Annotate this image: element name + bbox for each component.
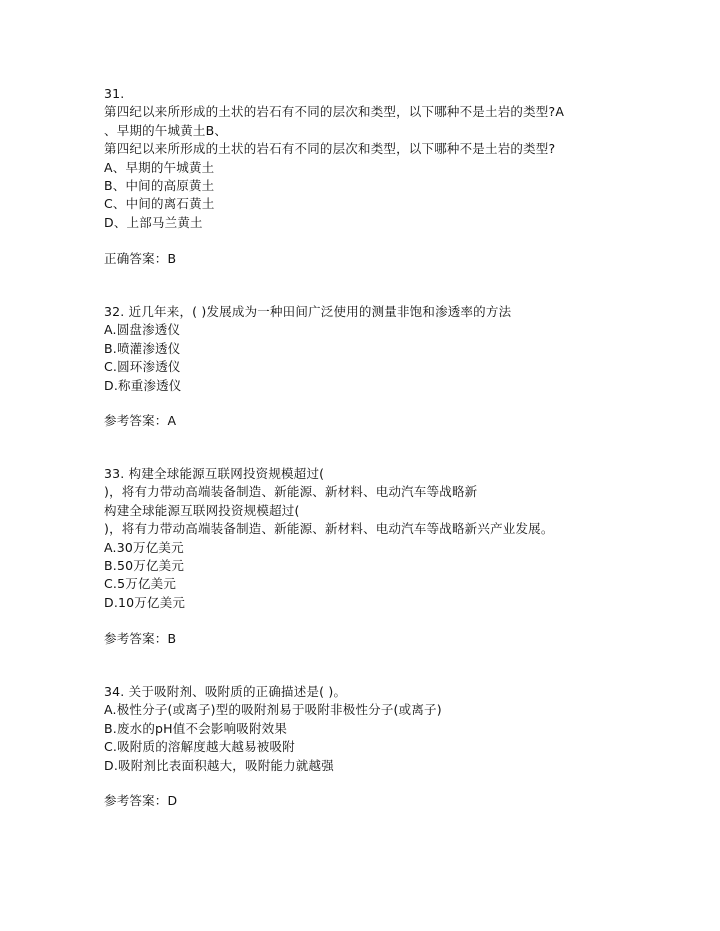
answer-32: 参考答案：A — [104, 413, 177, 428]
option-c: C、中间的离石黄土 — [104, 196, 215, 212]
question-text: 33. 构建全球能源互联网投资规模超过( — [104, 466, 325, 481]
question-number: 31. — [104, 86, 125, 101]
option-c: C.5万亿美元 — [104, 576, 177, 592]
option-a: A.圆盘渗透仪 — [104, 322, 181, 338]
option-a: A.30万亿美元 — [104, 539, 184, 555]
question-text: )，将有力带动高端装备制造、新能源、新材料、电动汽车等战略新兴产业发展。 — [104, 521, 554, 537]
option-b: B.喷灌渗透仪 — [104, 340, 181, 356]
question-33 — [104, 465, 704, 612]
option-b: B、中间的高原黄土 — [104, 177, 215, 193]
question-32 — [104, 303, 704, 395]
option-d: D、上部马兰黄土 — [104, 214, 203, 230]
option-b: B.50万亿美元 — [104, 557, 185, 573]
question-text: 构建全球能源互联网投资规模超过( — [104, 502, 300, 518]
question-34 — [104, 683, 704, 775]
option-d: D.吸附剂比表面积越大，吸附能力就越强 — [104, 757, 334, 773]
answer-33: 参考答案：B — [104, 631, 177, 646]
question-text: )，将有力带动高端装备制造、新能源、新材料、电动汽车等战略新 — [104, 484, 478, 500]
question-text: 第四纪以来所形成的土状的岩石有不同的层次和类型，以下哪种不是土岩的类型? — [104, 141, 556, 157]
question-text: 32. 近几年来，( )发展成为一种田间广泛使用的测量非饱和渗透率的方法 — [104, 304, 512, 319]
question-31 — [104, 85, 704, 232]
option-c: C.圆环渗透仪 — [104, 359, 181, 375]
option-b: B.废水的pH值不会影响吸附效果 — [104, 720, 288, 736]
question-text: 34. 关于吸附剂、吸附质的正确描述是( )。 — [104, 684, 347, 699]
option-c: C.吸附质的溶解度越大越易被吸附 — [104, 739, 295, 755]
option-d: D.10万亿美元 — [104, 594, 186, 610]
option-a: A.极性分子(或离子)型的吸附剂易于吸附非极性分子(或离子) — [104, 702, 442, 718]
question-text: 、早期的午城黄土B、 — [104, 122, 228, 138]
question-text: 第四纪以来所形成的土状的岩石有不同的层次和类型，以下哪种不是土岩的类型?A — [104, 104, 565, 120]
option-a: A、早期的午城黄土 — [104, 159, 215, 175]
option-d: D.称重渗透仪 — [104, 377, 182, 393]
answer-34: 参考答案：D — [104, 793, 178, 808]
answer-31: 正确答案：B — [104, 251, 177, 266]
